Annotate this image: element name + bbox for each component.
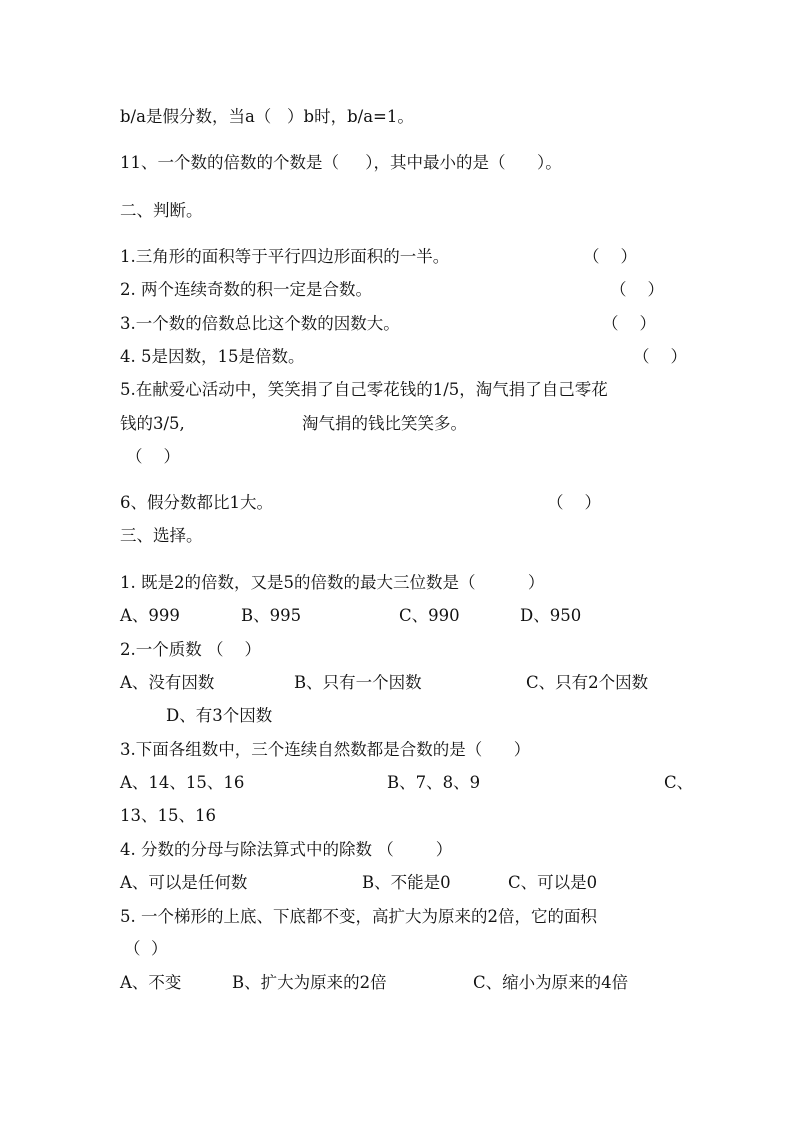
choice-5-option-a: A、不变: [120, 973, 182, 992]
choice-question-2: 2.一个质数 （ ）: [120, 640, 261, 659]
choice-1-option-d: D、950: [520, 606, 582, 625]
section-heading-choice: 三、选择。: [120, 526, 203, 545]
choice-3-option-a: A、14、15、16: [120, 773, 245, 792]
choice-5-option-b: B、扩大为原来的2倍: [232, 973, 387, 992]
judgment-answer-blank-1: （ ）: [583, 247, 637, 266]
choice-2-option-c: C、只有2个因数: [526, 673, 649, 692]
choice-3-option-c-value: 13、15、16: [120, 806, 216, 825]
choice-question-1: 1. 既是2的倍数，又是5的倍数的最大三位数是（ ）: [120, 573, 545, 592]
judgment-question-5-cont: 钱的3/5,: [120, 414, 185, 433]
judgment-question-5: 5.在献爱心活动中，笑笑捐了自己零花钱的1/5，淘气捐了自己零花: [120, 380, 608, 399]
judgment-question-3: 3.一个数的倍数总比这个数的因数大。: [120, 314, 400, 333]
choice-3-option-b: B、7、8、9: [387, 773, 481, 792]
choice-4-option-b: B、不能是0: [362, 873, 451, 892]
choice-2-option-b: B、只有一个因数: [294, 673, 422, 692]
judgment-question-2: 2. 两个连续奇数的积一定是合数。: [120, 280, 372, 299]
judgment-question-4: 4. 5是因数，15是倍数。: [120, 347, 305, 366]
choice-question-3: 3.下面各组数中，三个连续自然数都是合数的是（ ）: [120, 740, 531, 759]
choice-1-option-b: B、995: [241, 606, 302, 625]
judgment-answer-blank-4: （ ）: [633, 347, 687, 366]
choice-2-option-d: D、有3个因数: [166, 706, 273, 725]
judgment-question-6: 6、假分数都比1大。: [120, 493, 273, 512]
judgment-answer-blank-2: （ ）: [610, 280, 664, 299]
choice-3-option-c-label: C、: [664, 773, 694, 792]
choice-1-option-a: A、999: [120, 606, 180, 625]
choice-question-4: 4. 分数的分母与除法算式中的除数 （ ）: [120, 840, 453, 859]
section-heading-judgment: 二、判断。: [120, 201, 203, 220]
choice-question-5: 5. 一个梯形的上底、下底都不变，高扩大为原来的2倍，它的面积: [120, 907, 597, 926]
fill-in-question-10-tail: b/a是假分数，当a（ ）b时，b/a=1。: [120, 107, 414, 126]
choice-4-option-a: A、可以是任何数: [120, 873, 248, 892]
choice-5-option-c: C、缩小为原来的4倍: [473, 973, 629, 992]
judgment-question-1: 1.三角形的面积等于平行四边形面积的一半。: [120, 247, 450, 266]
fill-in-question-11: 11、一个数的倍数的个数是（ ），其中最小的是（ ）。: [120, 153, 562, 172]
judgment-question-5-cont-b: 淘气捐的钱比笑笑多。: [302, 414, 467, 433]
judgment-answer-blank-5: （ ）: [126, 447, 180, 466]
judgment-answer-blank-6: （ ）: [547, 493, 601, 512]
judgment-answer-blank-3: （ ）: [602, 314, 656, 333]
choice-1-option-c: C、990: [399, 606, 460, 625]
choice-2-option-a: A、没有因数: [120, 673, 215, 692]
choice-4-option-c: C、可以是0: [508, 873, 598, 892]
choice-5-answer-blank: （ ）: [124, 939, 168, 958]
